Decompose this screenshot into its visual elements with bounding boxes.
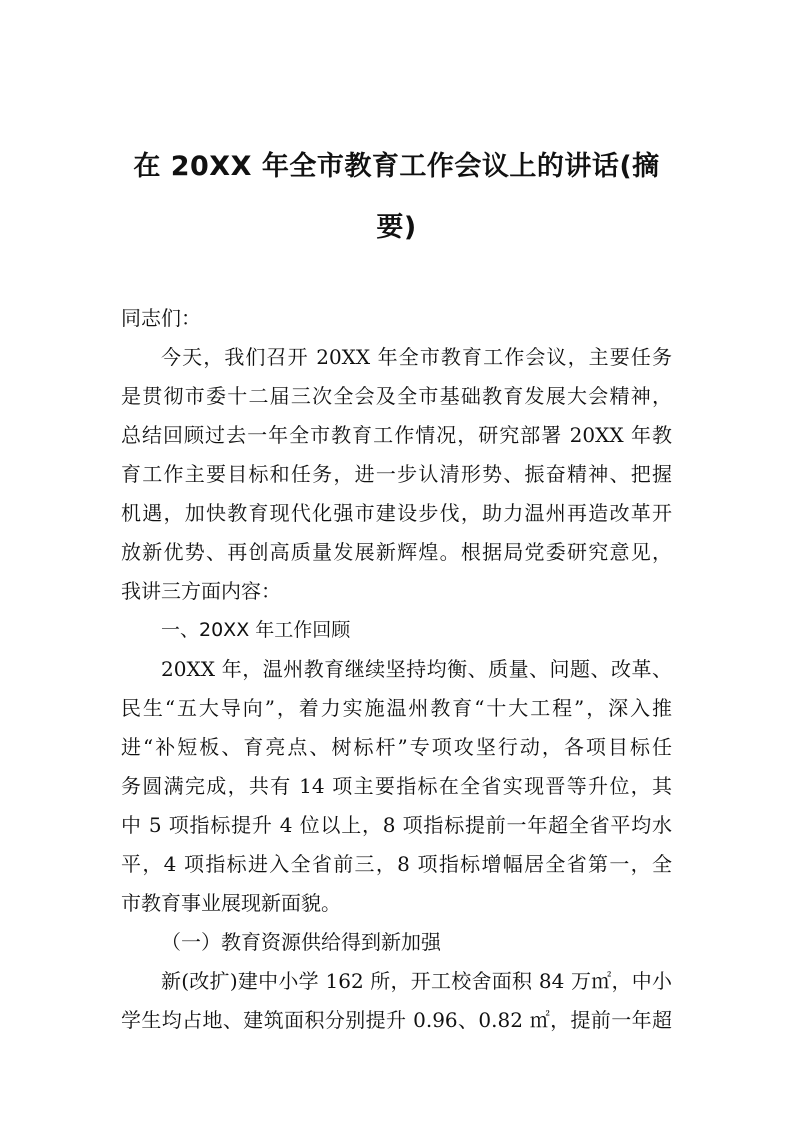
intro-line-6: 放新优势、再创高质量发展新辉煌。根据局党委研究意见，: [121, 540, 672, 564]
section1-line-2: 民生“五大导向”，着力实施温州教育“十大工程”，深入推: [121, 696, 672, 720]
intro-line-2: 是贯彻市委十二届三次全会及全市基础教育发展大会精神，: [121, 384, 672, 408]
subsection-heading-1: （一）教育资源供给得到新加强: [161, 930, 441, 954]
section1-line-1: 20XX 年，温州教育继续坚持均衡、质量、问题、改革、: [161, 657, 672, 681]
subsection1-line-1: 新(改扩)建中小学 162 所，开工校舍面积 84 万㎡，中小: [161, 969, 672, 993]
section1-line-5: 中 5 项指标提升 4 位以上，8 项指标提前一年超全省平均水: [121, 813, 672, 837]
subsection1-line-2: 学生均占地、建筑面积分别提升 0.96、0.82 ㎡，提前一年超: [121, 1008, 672, 1032]
intro-line-5: 机遇，加快教育现代化强市建设步伐，助力温州再造改革开: [121, 501, 672, 525]
document-title-line-1: 在 20XX 年全市教育工作会议上的讲话(摘: [133, 151, 660, 182]
intro-line-1: 今天，我们召开 20XX 年全市教育工作会议，主要任务: [161, 345, 672, 369]
section1-line-4: 务圆满完成，共有 14 项主要指标在全省实现晋等升位，其: [121, 774, 672, 798]
document-title-line-2: 要): [376, 212, 417, 243]
intro-line-3: 总结回顾过去一年全市教育工作情况，研究部署 20XX 年教: [121, 423, 672, 447]
section-heading-1: 一、20XX 年工作回顾: [161, 619, 351, 641]
section1-line-6: 平，4 项指标进入全省前三，8 项指标增幅居全省第一，全: [121, 852, 672, 876]
intro-line-7: 我讲三方面内容：: [121, 579, 281, 603]
salutation: 同志们：: [121, 306, 201, 330]
intro-line-4: 育工作主要目标和任务，进一步认清形势、振奋精神、把握: [121, 462, 672, 486]
section1-line-3: 进“补短板、育亮点、树标杆”专项攻坚行动，各项目标任: [121, 735, 672, 759]
section1-line-7: 市教育事业展现新面貌。: [121, 891, 341, 915]
